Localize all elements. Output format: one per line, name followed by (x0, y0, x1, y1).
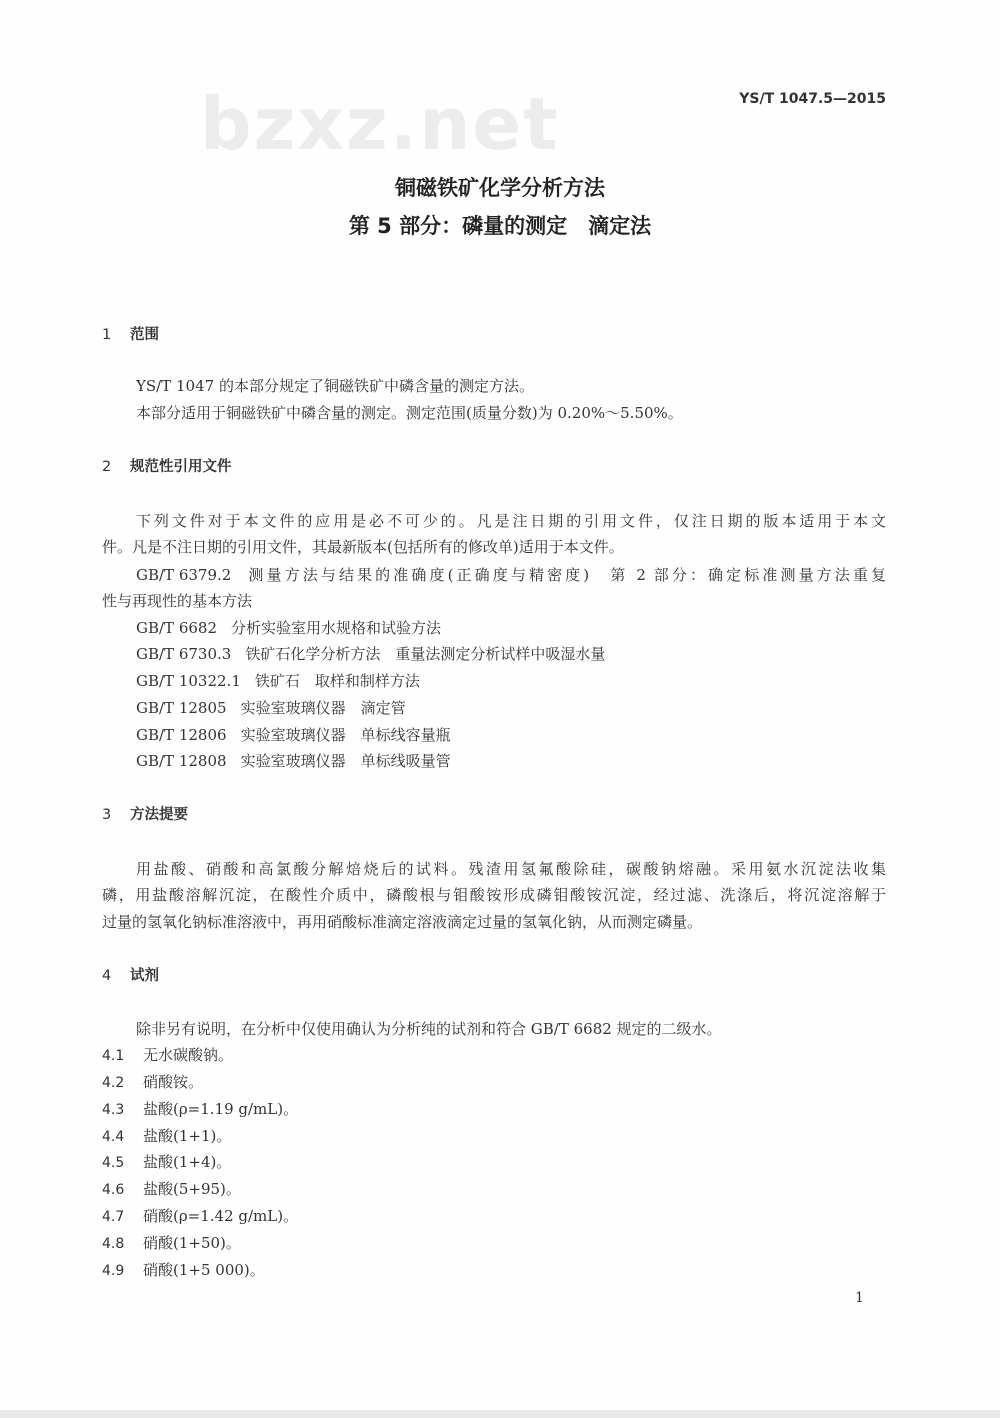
item-text: 盐酸(1+1)。 (143, 1127, 232, 1145)
reagent-item (102, 1099, 298, 1120)
section-number: 1 (102, 327, 112, 343)
reagent-item (102, 1179, 241, 1200)
reference-item (136, 751, 451, 771)
item-text: 硝酸铵。 (143, 1073, 204, 1091)
reference-code: GB/T 10322.1 (136, 672, 241, 690)
item-text: 硝酸(1+50)。 (143, 1234, 241, 1252)
section-number: 3 (102, 807, 112, 823)
section-heading-3 (102, 805, 188, 825)
item-number: 4.5 (102, 1155, 125, 1171)
paragraph-line: 过量的氢氧化钠标准溶液中，再用硝酸标准滴定溶液滴定过量的氢氧化钠，从而测定磷量。 (102, 913, 703, 931)
reference-code: GB/T 6730.3 (136, 645, 232, 663)
reagent-item (102, 1045, 233, 1066)
item-number: 4.6 (102, 1182, 125, 1198)
reference-title: 测量方法与结果的准确度(正确度与精密度) 第 2 部分：确定标准测量方法重复 (245, 566, 886, 584)
standard-number: YS/T 1047.5—2015 (739, 91, 886, 107)
item-number: 4.8 (102, 1236, 125, 1252)
reference-title: 实验室玻璃仪器 单标线容量瓶 (240, 726, 451, 744)
document-title: 铜磁铁矿化学分析方法 (395, 176, 605, 200)
item-number: 4.7 (102, 1209, 125, 1225)
reagent-item (102, 1152, 231, 1173)
paragraph-line: 磷，用盐酸溶解沉淀，在酸性介质中，磷酸根与钼酸铵形成磷钼酸铵沉淀，经过滤、洗涤后，将沉淀溶解于 (102, 886, 886, 904)
paragraph-line: 除非另有说明，在分析中仅使用确认为分析纯的试剂和符合 GB/T 6682 规定的二级水。 (136, 1020, 722, 1038)
section-title: 范围 (130, 327, 159, 343)
section-number: 2 (102, 459, 112, 475)
section-heading-1 (102, 325, 159, 345)
document-subtitle: 第 5 部分：磷量的测定 滴定法 (348, 214, 652, 238)
reference-title: 分析实验室用水规格和试验方法 (231, 619, 442, 637)
reference-code: GB/T 12805 (136, 699, 227, 717)
reference-title: 实验室玻璃仪器 滴定管 (240, 699, 406, 717)
reagent-item (102, 1126, 231, 1147)
watermark: bzxz.net (200, 82, 560, 166)
item-text: 无水碳酸钠。 (143, 1046, 234, 1064)
reagent-item (102, 1072, 203, 1093)
item-text: 盐酸(5+95)。 (143, 1180, 241, 1198)
paragraph-line: 件。凡是不注日期的引用文件，其最新版本(包括所有的修改单)适用于本文件。 (102, 538, 624, 556)
reference-code: GB/T 6682 (136, 619, 218, 637)
reference-title-cont: 性与再现性的基本方法 (102, 592, 253, 610)
section-number: 4 (102, 968, 112, 984)
page-number: 1 (855, 1290, 864, 1306)
reference-code: GB/T 12808 (136, 752, 227, 770)
item-text: 盐酸(ρ=1.19 g/mL)。 (143, 1100, 299, 1118)
reference-item (136, 565, 886, 585)
reference-item (136, 644, 605, 664)
paragraph-line: 下列文件对于本文件的应用是必不可少的。凡是注日期的引用文件，仅注日期的版本适用于本文 (136, 512, 886, 530)
item-text: 硝酸(ρ=1.42 g/mL)。 (143, 1207, 299, 1225)
reference-title: 实验室玻璃仪器 单标线吸量管 (240, 752, 451, 770)
item-number: 4.1 (102, 1048, 125, 1064)
reagent-item (102, 1233, 241, 1254)
reference-title: 铁矿石化学分析方法 重量法测定分析试样中吸湿水量 (245, 645, 606, 663)
paragraph-line: 用盐酸、硝酸和高氯酸分解焙烧后的试料。残渣用氢氟酸除硅，碳酸钠熔融。采用氨水沉淀法收集 (136, 860, 886, 878)
reference-item (136, 725, 451, 745)
section-title: 规范性引用文件 (130, 459, 232, 475)
reference-item (136, 698, 406, 718)
section-heading-4 (102, 966, 159, 986)
item-text: 盐酸(1+4)。 (143, 1153, 232, 1171)
item-number: 4.2 (102, 1075, 125, 1091)
item-text: 硝酸(1+5 000)。 (143, 1261, 265, 1279)
item-number: 4.3 (102, 1102, 125, 1118)
reagent-item (102, 1206, 298, 1227)
paragraph-line: YS/T 1047 的本部分规定了铜磁铁矿中磷含量的测定方法。 (136, 377, 534, 395)
section-title: 试剂 (130, 968, 159, 984)
reference-item (136, 671, 420, 691)
reference-code: GB/T 12806 (136, 726, 227, 744)
section-title: 方法提要 (130, 807, 188, 823)
reference-code: GB/T 6379.2 (136, 566, 232, 584)
item-number: 4.4 (102, 1129, 125, 1145)
reagent-item (102, 1260, 265, 1281)
reference-item (136, 618, 441, 638)
reference-title: 铁矿石 取样和制样方法 (254, 672, 420, 690)
paragraph-line: 本部分适用于铜磁铁矿中磷含量的测定。测定范围(质量分数)为 0.20%～5.50%。 (136, 404, 683, 422)
section-heading-2 (102, 457, 232, 477)
item-number: 4.9 (102, 1263, 125, 1279)
